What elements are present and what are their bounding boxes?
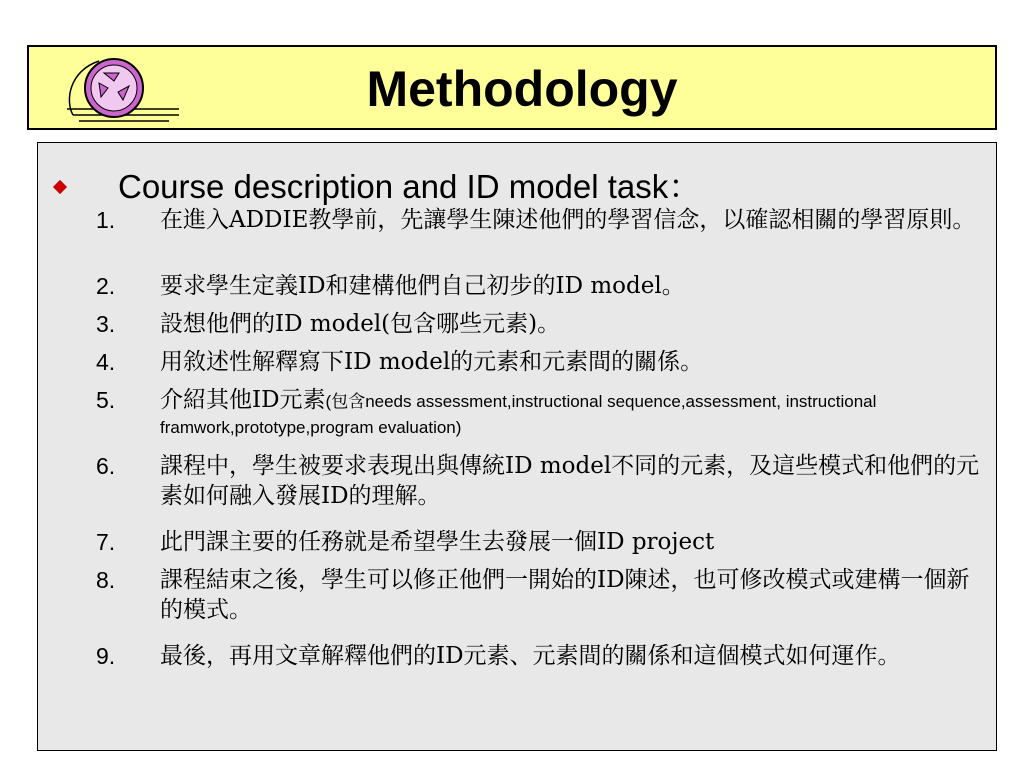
heading-row [38,155,996,205]
list-item [38,451,996,527]
list-item [38,565,996,641]
item-number: 6. [96,453,116,479]
item-number: 9. [96,643,116,669]
item-number: 5. [96,387,116,413]
list-item [38,641,996,707]
item-number: 4. [96,349,116,375]
title-bar [27,45,997,130]
list-item [38,309,996,347]
item-text: 課程結束之後，學生可以修正他們一開始的ID陳述，也可修改模式或建構一個新的模式。 [160,567,970,623]
item-number: 7. [96,529,116,555]
item-text: 設想他們的ID model(包含哪些元素)。 [160,311,561,337]
diamond-bullet-icon [53,180,67,194]
list-item [38,347,996,385]
page-title: Methodology [366,61,678,117]
item-text: 要求學生定義ID和建構他們自己初步的ID model。 [160,273,685,299]
list-item [38,271,996,309]
item-number: 8. [96,567,116,593]
section-heading: Course description and ID model task： [118,168,702,205]
list-item [38,385,996,451]
item-number: 3. [96,311,116,337]
item-number: 1. [96,207,116,233]
list-item [38,527,996,565]
content-panel [37,142,997,751]
item-text: 課程中，學生被要求表現出與傳統ID model不同的元素，及這些模式和他們的元素如何融入發展ID的理解。 [160,453,980,509]
item-text: 介紹其他ID元素 [160,387,326,413]
item-text: 用敘述性解釋寫下ID model的元素和元素間的關係。 [160,349,704,375]
item-text: 在進入ADDIE教學前，先讓學生陳述他們的學習信念，以確認相關的學習原則。 [160,207,976,233]
item-note: (包含needs assessment,instructional sequence,assessment, instructional framwork,prototype,program evaluation) [160,392,877,437]
item-text: 此門課主要的任務就是希望學生去發展一個ID project [160,529,715,555]
item-text: 最後，再用文章解釋他們的ID元素、元素間的關係和這個模式如何運作。 [160,643,901,669]
item-number: 2. [96,273,116,299]
list-item [38,205,996,271]
task-list [38,205,996,707]
